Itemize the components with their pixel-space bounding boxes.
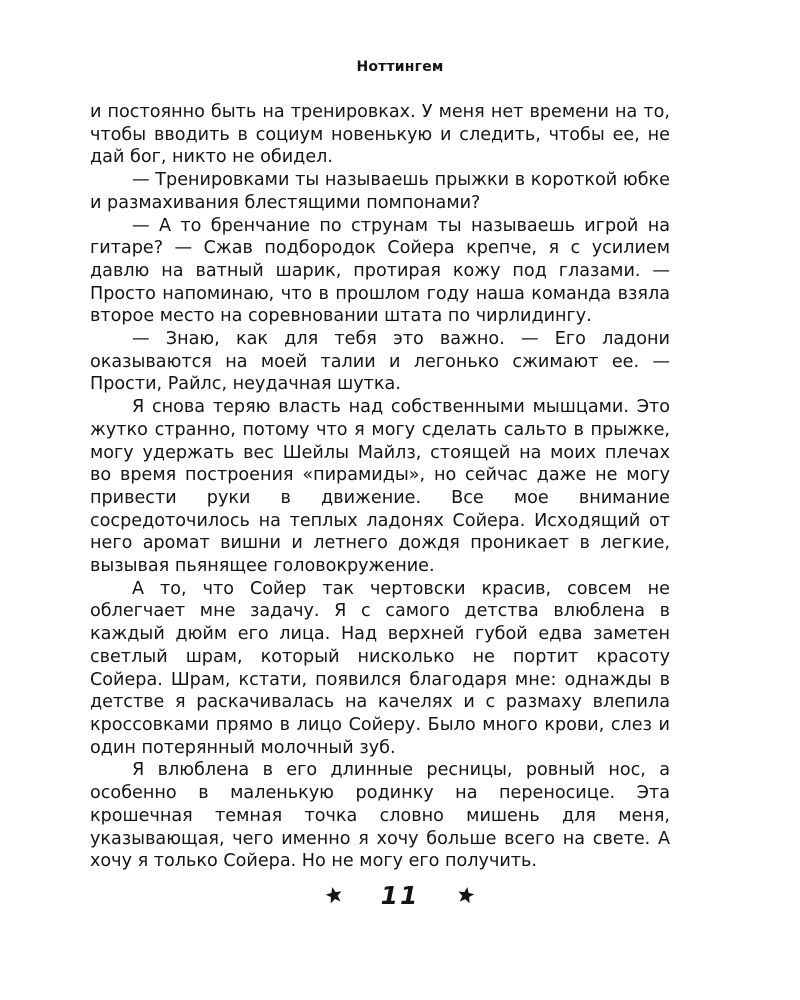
body-text xyxy=(90,101,670,873)
paragraph: — Тренировками ты называешь прыжки в короткой юбке и размахивания блестящими помпонами? xyxy=(90,170,670,213)
running-head: Ноттингем xyxy=(356,59,444,75)
star-icon xyxy=(457,886,475,904)
page-folio xyxy=(0,880,800,910)
paragraph: А то, что Сойер так чертовски красив, совсем не облегчает мне задачу. Я с самого детства влюблена в каждый дюйм его лица. Над верхней губой едва заметен светлый шрам, который нисколько не портит красоту Сойера. Шрам, кстати, появился благодаря мне: однажды в детстве я раскачивалась на качелях и с размаху влепила кроссовками прямо в лицо Сойеру. Было много крови, слез и один потерянный молочный зуб. xyxy=(90,578,670,758)
star-icon xyxy=(325,886,343,904)
paragraph: — А то бренчание по струнам ты называешь игрой на гитаре? — Сжав подбородок Сойера крепче, я с усилием давлю на ватный шарик, протирая кожу под глазами. — Просто напоминаю, что в прошлом году наша команда взяла второе место на соревновании штата по чирлидингу. xyxy=(90,215,670,327)
paragraph: — Знаю, как для тебя это важно. — Его ладони оказываются на моей талии и легонько сжимают ее. — Прости, Райлс, неудачная шутка. xyxy=(90,329,670,395)
paragraph: Я снова теряю власть над собственными мышцами. Это жутко странно, потому что я могу сделать сальто в прыжке, могу удержать вес Шейлы Майлз, стоящей на моих плечах во время построения «пирамиды», но сейчас даже не могу привести руки в движение. Все мое внимание сосредоточилось на теплых ладонях Сойера. Исходящий от него аромат вишни и летнего дождя проникает в легкие, вызывая пьянящее головокружение. xyxy=(90,397,670,577)
paragraph: и постоянно быть на тренировках. У меня нет времени на то, чтобы вводить в социум новенькую и следить, чтобы ее, не дай бог, никто не обидел. xyxy=(90,102,670,168)
paragraph: Я влюблена в его длинные ресницы, ровный нос, а особенно в маленькую родинку на переносице. Эта крошечная темная точка словно мишень для меня, указывающая, чего именно я хочу больше всего на свете. А хочу я только Сойера. Но не могу его получить. xyxy=(90,760,670,872)
page-number: 11 xyxy=(380,880,420,910)
